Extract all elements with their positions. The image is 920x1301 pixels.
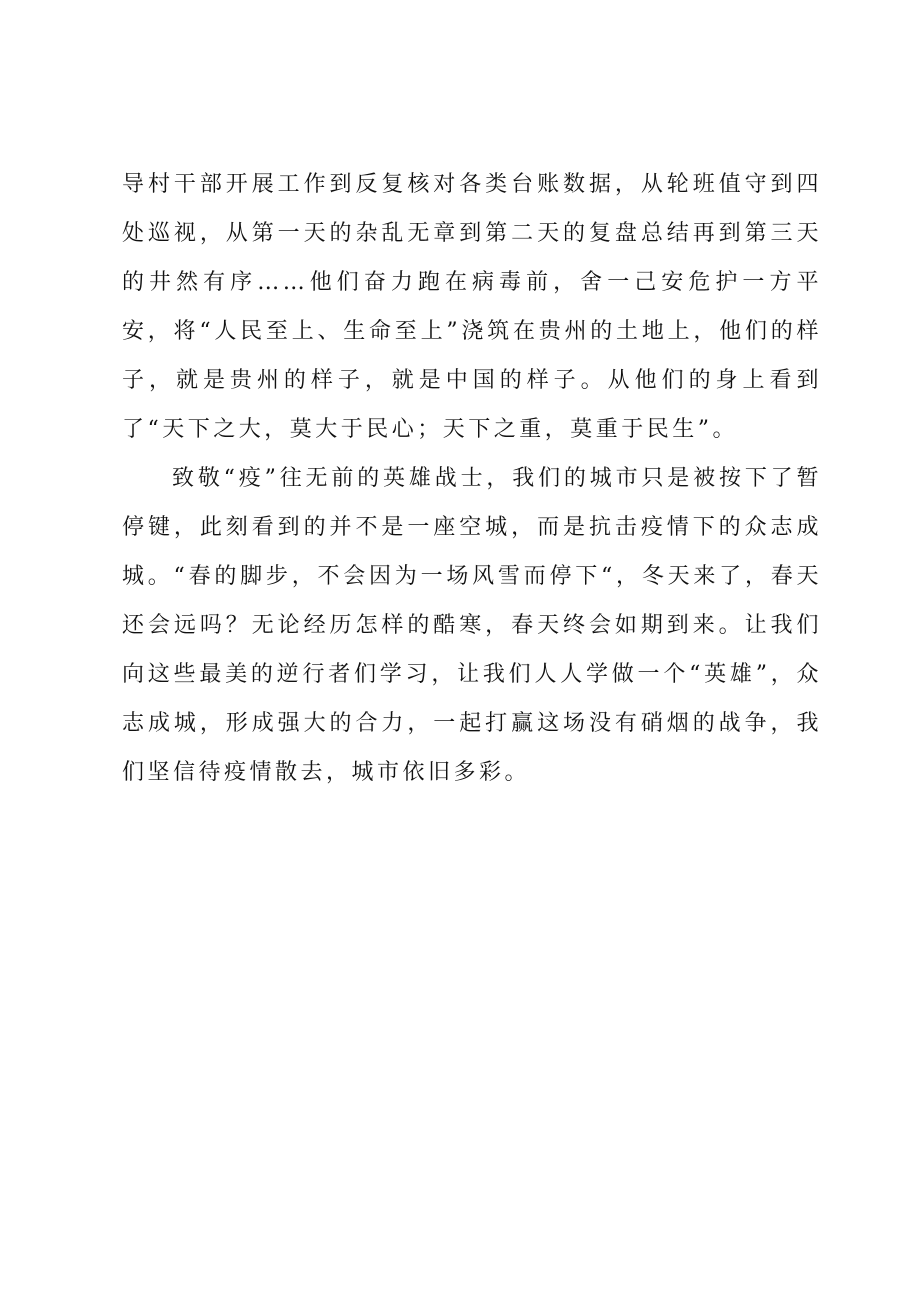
document-body: [122, 160, 822, 797]
paragraph-continuation: 导村干部开展工作到反复核对各类台账数据，从轮班值守到四处巡视，从第一天的杂乱无章到第二天的复盘总结再到第三天的井然有序……他们奋力跑在病毒前，舍一己安危护一方平安，将“人民至上、生命至上”浇筑在贵州的土地上，他们的样子，就是贵州的样子，就是中国的样子。从他们的身上看到了“天下之大，莫大于民心；天下之重，莫重于民生”。: [122, 172, 822, 442]
paragraph-tribute: 致敬“疫”往无前的英雄战士，我们的城市只是被按下了暂停键，此刻看到的并不是一座空城，而是抗击疫情下的众志成城。“春的脚步，不会因为一场风雪而停下“，冬天来了，春天还会远吗？无论经历怎样的酷寒，春天终会如期到来。让我们向这些最美的逆行者们学习，让我们人人学做一个“英雄”，众志成城，形成强大的合力，一起打赢这场没有硝烟的战争，我们坚信待疫情散去，城市依旧多彩。: [122, 466, 822, 785]
